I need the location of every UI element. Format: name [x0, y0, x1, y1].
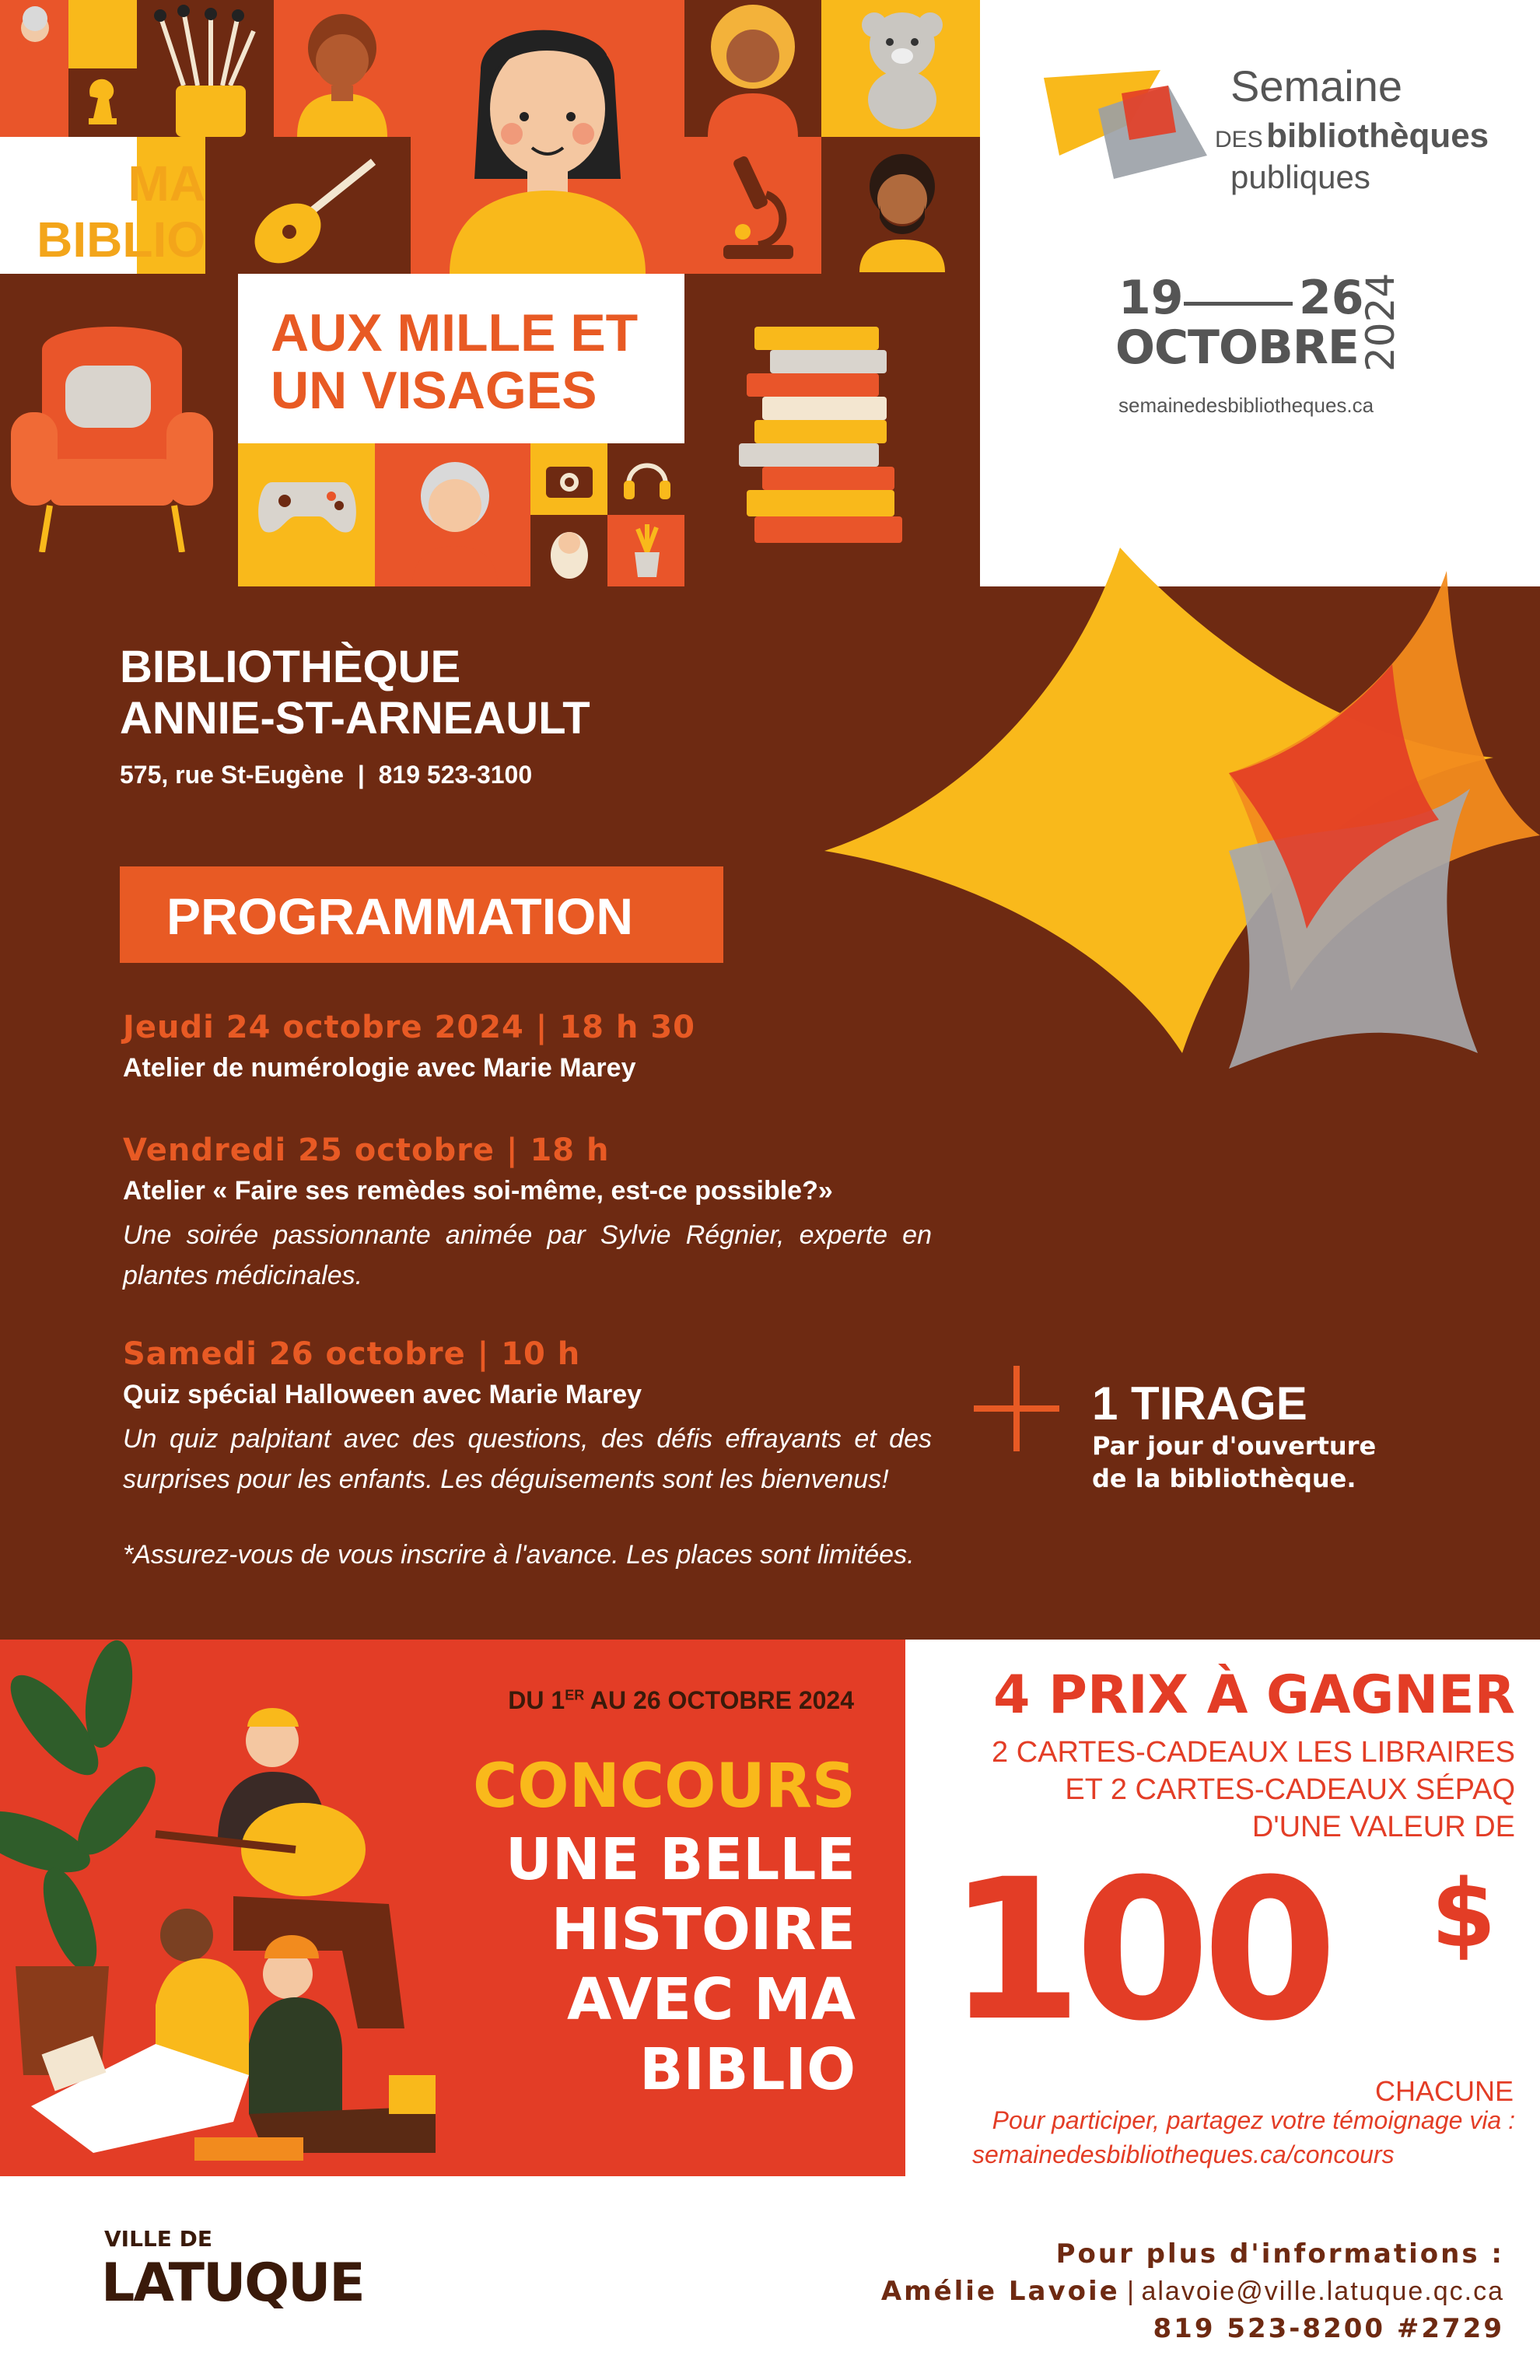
draw-line2: de la bibliothèque.	[1092, 1464, 1356, 1493]
contest-line4: AVEC MA	[566, 1966, 856, 2033]
readers-illustration-icon	[0, 1640, 436, 2180]
event-3-date: Samedi 26 octobre | 10 h	[123, 1336, 581, 1372]
event-3-title: Quiz spécial Halloween avec Marie Marey	[123, 1380, 642, 1409]
library-name-line2: ANNIE-ST-ARNEAULT	[120, 693, 590, 744]
date-start: 19	[1118, 271, 1184, 325]
contest-line5: BIBLIO	[639, 2036, 856, 2103]
info-label: Pour plus d'informations :	[1055, 2238, 1504, 2270]
event-3-description: Un quiz palpitant avec des questions, des défis effrayants et des surprises pour les enfants. Les déguisements sont les bienvenus!	[123, 1424, 932, 1494]
event-2-description: Une soirée passionnante animée par Sylvie Régnier, experte en plantes médicinales.	[123, 1220, 932, 1290]
date-year: 2024	[1358, 272, 1403, 372]
contact-line	[0, 2276, 1504, 2307]
draw-line1: Par jour d'ouverture	[1092, 1431, 1377, 1461]
program-section	[0, 586, 1540, 1640]
prizes-section	[905, 1640, 1540, 2176]
kite-decoration-icon	[793, 509, 1540, 1135]
event-1-title: Atelier de numérologie avec Marie Marey	[123, 1053, 636, 1083]
registration-note: *Assurez-vous de vous inscrire à l'avance. Les places sont limitées.	[123, 1540, 915, 1570]
brand-name-line2: DES bibliothèques	[1215, 117, 1489, 155]
ma-biblio-line1: MA	[128, 156, 205, 212]
tagline-line2: UN VISAGES	[271, 361, 597, 420]
contact-name: Amélie Lavoie	[880, 2276, 1120, 2307]
contest-url[interactable]: semainedesbibliotheques.ca/concours	[972, 2140, 1395, 2168]
plus-icon	[974, 1366, 1059, 1451]
chess-knight-icon	[78, 75, 128, 133]
event-2-date: Vendredi 25 octobre | 18 h	[123, 1132, 610, 1168]
semaine-logo-icon	[1036, 62, 1238, 198]
date-end: 26	[1299, 271, 1364, 325]
game-controller-icon	[257, 474, 358, 541]
brand-name-line3: publiques	[1230, 159, 1370, 195]
contest-line2: UNE BELLE	[505, 1826, 856, 1893]
contest-line1: CONCOURS	[473, 1752, 856, 1822]
date-month: OCTOBRE	[1115, 320, 1359, 375]
headphones-icon	[622, 454, 672, 508]
city-logo: LATUQUE	[101, 2252, 364, 2314]
event-brand-block	[980, 0, 1540, 586]
brand-name-line1: Semaine	[1230, 61, 1403, 110]
prize-amount: 100	[947, 1837, 1330, 2063]
draw-title: 1 TIRAGE	[1092, 1377, 1307, 1430]
prizes-line2: ET 2 CARTES-CADEAUX SÉPAQ	[1065, 1773, 1515, 1806]
date-dash	[1184, 302, 1293, 306]
woman-portrait-icon	[274, 0, 411, 141]
ma-biblio-line2: BIBLIO	[37, 212, 205, 268]
elder-woman-icon	[8, 6, 62, 65]
event-website[interactable]: semainedesbibliotheques.ca	[1118, 394, 1374, 417]
footer	[0, 2176, 1540, 2380]
contest-line3: HISTOIRE	[551, 1896, 856, 1963]
prizes-line3: D'UNE VALEUR DE	[1251, 1811, 1515, 1843]
program-heading: PROGRAMMATION	[166, 887, 634, 945]
contact-separator: |	[1127, 2277, 1134, 2306]
contest-period: DU 1ER AU 26 OCTOBRE 2024	[508, 1686, 854, 1714]
library-name-line1: BIBLIOTHÈQUE	[120, 642, 461, 692]
woman-main-portrait-icon	[411, 0, 684, 278]
contact-email[interactable]: alavoie@ville.latuque.qc.ca	[1141, 2277, 1504, 2306]
paint-brushes-icon	[129, 0, 277, 141]
library-address: 575, rue St-Eugène | 819 523-3100	[120, 761, 533, 789]
guitar-icon	[233, 148, 389, 276]
tagline-line1: AUX MILLE ET	[271, 303, 639, 362]
program-heading-box	[120, 866, 723, 963]
teddy-bear-icon	[856, 8, 957, 136]
event-2-title: Atelier « Faire ses remèdes soi-même, est-ce possible?»	[123, 1176, 833, 1206]
plant-pot-icon	[622, 521, 672, 584]
prizes-headline: 4 PRIX À GAGNER	[993, 1664, 1515, 1726]
contact-phone[interactable]: 819 523-8200 #2729	[1153, 2313, 1504, 2344]
bearded-man-icon	[844, 148, 961, 276]
participate-text: Pour participer, partagez votre témoignage via :	[992, 2106, 1515, 2134]
curly-woman-icon	[684, 0, 821, 141]
baby-icon	[544, 523, 594, 584]
prizes-line1: 2 CARTES-CADEAUX LES LIBRAIRES	[992, 1736, 1515, 1769]
city-label: VILLE DE	[104, 2226, 213, 2252]
armchair-icon	[11, 319, 213, 556]
illustration-mosaic	[0, 0, 980, 586]
prize-each: CHACUNE	[1374, 2075, 1514, 2107]
event-1-date: Jeudi 24 octobre 2024 | 18 h 30	[123, 1010, 695, 1045]
contest-section	[0, 1640, 905, 2176]
prize-currency: $	[1431, 1860, 1496, 1969]
elder-man-icon	[397, 448, 513, 586]
camera-icon	[544, 457, 594, 505]
microscope-icon	[712, 148, 797, 268]
